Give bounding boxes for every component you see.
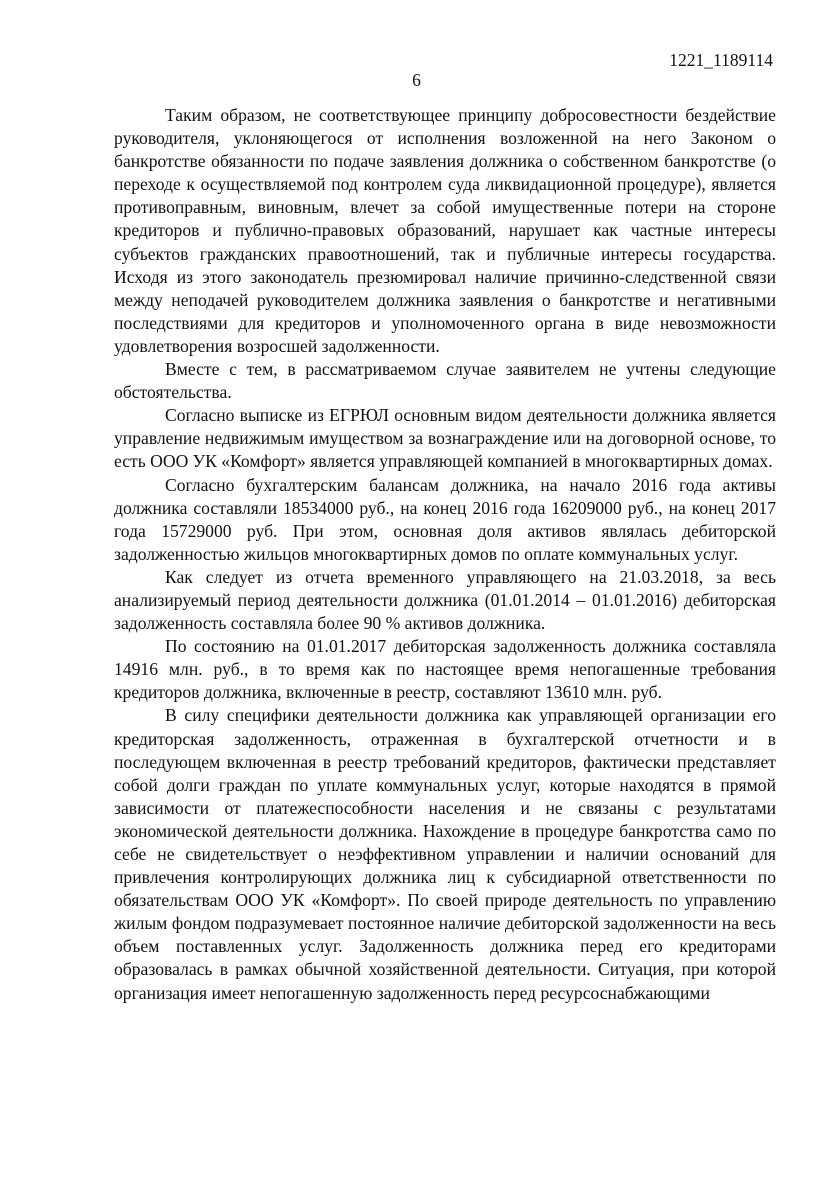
paragraph: Таким образом, не соответствующее принципу добросовестности бездействие руководителя, уклоняющегося от исполнения возложенной на него Законом о банкротстве обязанности по подаче заявления должника о собственном банкротстве (о переходе к осуществляемой под контролем суда ликвидационной процедуре), является противоправным, виновным, влечет за собой имущественные потери на стороне кредиторов и публично-правовых образований, нарушает как частные интересы субъектов гражданских правоотношений, так и публичные интересы государства. Исходя из этого законодатель презюмировал наличие причинно-следственной связи между неподачей руководителем должника заявления о банкротстве и негативными последствиями для кредиторов и уполномоченного органа в виде невозможности удовлетворения возросшей задолженности. (114, 105, 776, 356)
paragraph: Вместе с тем, в рассматриваемом случае заявителем не учтены следующие обстоятельства. (114, 359, 776, 403)
document-code: 1221_1189114 (669, 50, 773, 70)
paragraph: Как следует из отчета временного управляющего на 21.03.2018, за весь анализируемый период деятельности должника (01.01.2014 – 01.01.2016) дебиторская задолженность составляла более 90 % активов должника. (114, 566, 776, 634)
paragraph: Согласно выписке из ЕГРЮЛ основным видом деятельности должника является управление недвижимым имуществом за вознаграждение или на договорной основе, то есть ООО УК «Комфорт» является управляющей компанией в многоквартирных домах. (114, 405, 776, 472)
paragraph: В силу специфики деятельности должника как управляющей организации его кредиторская задолженность, отраженная в бухгалтерской отчетности и в последующем включенная в реестр требований кредиторов, фактически представляет собой долги граждан по уплате коммунальных услуг, которые находятся в прямой зависимости от платежеспособности населения и не связаны с результатами экономической деятельности должника. Нахождение в процедуре банкротства само по себе не свидетельствует о неэффективном управлении и наличии оснований для привлечения контролирующих должника лиц к субсидиарной ответственности по обязательствам ООО УК «Комфорт». По своей природе деятельность по управлению жилым фондом подразумевает постоянное наличие дебиторской задолженности на весь объем поставленных услуг. Задолженность должника перед его кредиторами образовалась в рамках обычной хозяйственной деятельности. Ситуация, при которой организация имеет непогашенную задолженность перед ресурсоснабжающими (114, 705, 776, 1003)
paragraph: По состоянию на 01.01.2017 дебиторская задолженность должника составляла 14916 млн. руб., в то время как по настоящее время непогашенные требования кредиторов должника, включенные в реестр, составляют 13610 млн. руб. (114, 636, 776, 703)
paragraph: Согласно бухгалтерским балансам должника, на начало 2016 года активы должника составляли 18534000 руб., на конец 2016 года 16209000 руб., на конец 2017 года 15729000 руб. При этом, основная доля активов являлась дебиторской задолженностью жильцов многоквартирных домов по оплате коммунальных услуг. (114, 474, 776, 564)
document-body (114, 104, 776, 1005)
page-number: 6 (412, 70, 421, 90)
